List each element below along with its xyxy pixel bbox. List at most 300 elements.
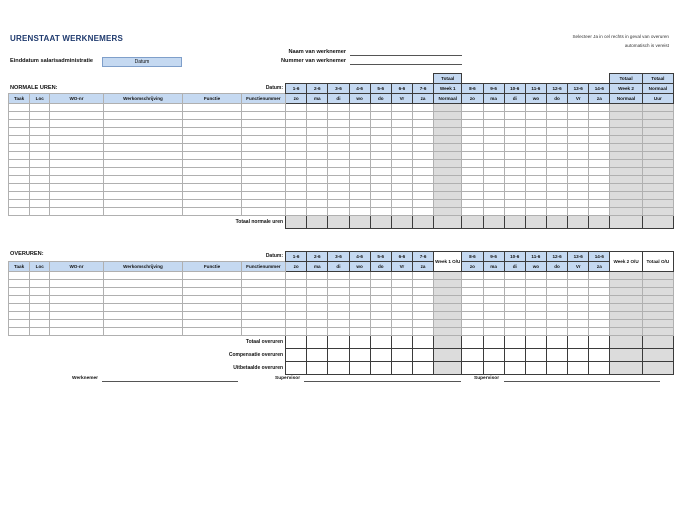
payroll-end-date-field[interactable]: Datum: [102, 57, 182, 67]
table-cell[interactable]: [328, 184, 349, 192]
table-cell[interactable]: [9, 136, 30, 144]
table-cell[interactable]: [525, 160, 546, 168]
table-cell[interactable]: [349, 200, 370, 208]
table-cell[interactable]: [30, 160, 50, 168]
table-cell[interactable]: [568, 280, 589, 288]
table-cell[interactable]: [525, 200, 546, 208]
table-cell[interactable]: [9, 184, 30, 192]
table-cell[interactable]: [462, 280, 483, 288]
date-cell[interactable]: 3-6: [328, 252, 349, 262]
date-cell[interactable]: 11-6: [525, 252, 546, 262]
table-cell[interactable]: [504, 184, 525, 192]
table-cell[interactable]: [286, 104, 307, 112]
table-cell[interactable]: [50, 320, 103, 328]
table-cell[interactable]: [546, 304, 567, 312]
table-cell[interactable]: [589, 136, 610, 144]
table-cell[interactable]: [412, 152, 433, 160]
total-cell[interactable]: [504, 362, 525, 375]
total-cell[interactable]: [525, 362, 546, 375]
table-cell[interactable]: [525, 168, 546, 176]
table-cell[interactable]: [391, 192, 412, 200]
table-cell[interactable]: [504, 160, 525, 168]
table-cell[interactable]: [412, 184, 433, 192]
table-cell[interactable]: [589, 200, 610, 208]
table-cell[interactable]: [241, 312, 285, 320]
table-cell[interactable]: [30, 192, 50, 200]
table-cell[interactable]: [286, 200, 307, 208]
table-cell[interactable]: [9, 320, 30, 328]
table-cell[interactable]: [286, 320, 307, 328]
table-cell[interactable]: [30, 328, 50, 336]
table-cell[interactable]: [589, 328, 610, 336]
table-cell[interactable]: [412, 120, 433, 128]
table-cell[interactable]: [286, 328, 307, 336]
table-cell[interactable]: [568, 104, 589, 112]
table-cell[interactable]: [391, 328, 412, 336]
table-cell[interactable]: [241, 152, 285, 160]
table-cell[interactable]: [504, 192, 525, 200]
table-cell[interactable]: [9, 208, 30, 216]
table-cell[interactable]: [370, 320, 391, 328]
table-cell[interactable]: [589, 312, 610, 320]
table-cell[interactable]: [241, 296, 285, 304]
table-cell[interactable]: [483, 320, 504, 328]
table-cell[interactable]: [103, 328, 183, 336]
table-cell[interactable]: [412, 128, 433, 136]
table-cell[interactable]: [183, 304, 241, 312]
table-cell[interactable]: [462, 320, 483, 328]
total-cell[interactable]: [568, 349, 589, 362]
table-cell[interactable]: [328, 144, 349, 152]
table-cell[interactable]: [370, 168, 391, 176]
table-cell[interactable]: [9, 296, 30, 304]
table-cell[interactable]: [50, 192, 103, 200]
date-cell[interactable]: 1-6: [286, 84, 307, 94]
table-cell[interactable]: [9, 312, 30, 320]
table-cell[interactable]: [9, 152, 30, 160]
table-cell[interactable]: [9, 144, 30, 152]
table-cell[interactable]: [241, 168, 285, 176]
table-cell[interactable]: [183, 120, 241, 128]
table-cell[interactable]: [9, 192, 30, 200]
date-cell[interactable]: 14-6: [589, 84, 610, 94]
table-cell[interactable]: [183, 320, 241, 328]
table-cell[interactable]: [483, 136, 504, 144]
table-cell[interactable]: [412, 104, 433, 112]
table-cell[interactable]: [241, 328, 285, 336]
table-cell[interactable]: [370, 152, 391, 160]
table-cell[interactable]: [349, 120, 370, 128]
table-cell[interactable]: [241, 112, 285, 120]
table-cell[interactable]: [328, 192, 349, 200]
table-cell[interactable]: [546, 136, 567, 144]
table-cell[interactable]: [103, 152, 183, 160]
table-cell[interactable]: [391, 304, 412, 312]
date-cell[interactable]: 9-6: [483, 252, 504, 262]
table-cell[interactable]: [589, 304, 610, 312]
table-cell[interactable]: [546, 160, 567, 168]
table-cell[interactable]: [568, 152, 589, 160]
table-cell[interactable]: [307, 136, 328, 144]
table-cell[interactable]: [546, 208, 567, 216]
table-cell[interactable]: [103, 184, 183, 192]
table-cell[interactable]: [349, 208, 370, 216]
total-cell[interactable]: [349, 349, 370, 362]
table-cell[interactable]: [307, 280, 328, 288]
table-cell[interactable]: [50, 208, 103, 216]
table-cell[interactable]: [462, 328, 483, 336]
table-cell[interactable]: [9, 304, 30, 312]
table-cell[interactable]: [483, 104, 504, 112]
table-cell[interactable]: [30, 208, 50, 216]
table-cell[interactable]: [307, 312, 328, 320]
total-cell[interactable]: [568, 362, 589, 375]
date-cell[interactable]: 12-6: [546, 252, 567, 262]
table-cell[interactable]: [30, 104, 50, 112]
table-cell[interactable]: [546, 184, 567, 192]
table-cell[interactable]: [568, 184, 589, 192]
table-cell[interactable]: [504, 152, 525, 160]
table-cell[interactable]: [50, 144, 103, 152]
table-cell[interactable]: [412, 320, 433, 328]
table-cell[interactable]: [391, 200, 412, 208]
table-cell[interactable]: [9, 168, 30, 176]
table-cell[interactable]: [370, 104, 391, 112]
table-cell[interactable]: [568, 176, 589, 184]
table-cell[interactable]: [525, 280, 546, 288]
table-cell[interactable]: [103, 296, 183, 304]
table-cell[interactable]: [9, 280, 30, 288]
table-cell[interactable]: [349, 160, 370, 168]
table-cell[interactable]: [183, 168, 241, 176]
table-cell[interactable]: [9, 176, 30, 184]
total-cell[interactable]: [546, 349, 567, 362]
table-cell[interactable]: [30, 120, 50, 128]
table-cell[interactable]: [412, 160, 433, 168]
table-cell[interactable]: [462, 304, 483, 312]
table-cell[interactable]: [391, 176, 412, 184]
table-cell[interactable]: [589, 280, 610, 288]
date-cell[interactable]: 14-6: [589, 252, 610, 262]
table-cell[interactable]: [183, 280, 241, 288]
table-cell[interactable]: [349, 192, 370, 200]
table-cell[interactable]: [50, 128, 103, 136]
table-cell[interactable]: [103, 280, 183, 288]
table-cell[interactable]: [525, 176, 546, 184]
table-cell[interactable]: [546, 280, 567, 288]
date-cell[interactable]: 8-6: [462, 84, 483, 94]
date-cell[interactable]: 4-6: [349, 252, 370, 262]
table-cell[interactable]: [328, 272, 349, 280]
table-cell[interactable]: [307, 120, 328, 128]
date-cell[interactable]: 7-6: [412, 252, 433, 262]
table-cell[interactable]: [307, 184, 328, 192]
table-cell[interactable]: [412, 200, 433, 208]
table-cell[interactable]: [412, 168, 433, 176]
total-cell[interactable]: [328, 349, 349, 362]
table-cell[interactable]: [50, 136, 103, 144]
table-cell[interactable]: [462, 144, 483, 152]
table-cell[interactable]: [412, 144, 433, 152]
table-cell[interactable]: [50, 120, 103, 128]
table-cell[interactable]: [328, 288, 349, 296]
table-cell[interactable]: [568, 288, 589, 296]
table-cell[interactable]: [546, 192, 567, 200]
table-cell[interactable]: [370, 176, 391, 184]
table-cell[interactable]: [183, 160, 241, 168]
table-cell[interactable]: [183, 312, 241, 320]
date-cell[interactable]: 3-6: [328, 84, 349, 94]
table-cell[interactable]: [30, 112, 50, 120]
table-cell[interactable]: [412, 304, 433, 312]
table-cell[interactable]: [50, 200, 103, 208]
table-cell[interactable]: [504, 176, 525, 184]
table-cell[interactable]: [546, 128, 567, 136]
table-cell[interactable]: [370, 200, 391, 208]
table-cell[interactable]: [9, 104, 30, 112]
table-cell[interactable]: [349, 144, 370, 152]
table-cell[interactable]: [30, 304, 50, 312]
table-cell[interactable]: [483, 296, 504, 304]
table-cell[interactable]: [462, 136, 483, 144]
employee-name-field[interactable]: [350, 48, 462, 56]
table-cell[interactable]: [183, 104, 241, 112]
date-cell[interactable]: 2-6: [307, 252, 328, 262]
table-cell[interactable]: [9, 200, 30, 208]
table-cell[interactable]: [328, 208, 349, 216]
table-cell[interactable]: [504, 296, 525, 304]
date-cell[interactable]: 10-6: [504, 84, 525, 94]
table-cell[interactable]: [546, 176, 567, 184]
table-cell[interactable]: [241, 304, 285, 312]
table-cell[interactable]: [307, 152, 328, 160]
date-cell[interactable]: 1-6: [286, 252, 307, 262]
table-cell[interactable]: [328, 312, 349, 320]
table-cell[interactable]: [307, 104, 328, 112]
table-cell[interactable]: [391, 152, 412, 160]
table-cell[interactable]: [462, 152, 483, 160]
table-cell[interactable]: [525, 184, 546, 192]
table-cell[interactable]: [504, 288, 525, 296]
table-cell[interactable]: [241, 200, 285, 208]
table-cell[interactable]: [504, 144, 525, 152]
date-cell[interactable]: 11-6: [525, 84, 546, 94]
table-cell[interactable]: [307, 272, 328, 280]
table-cell[interactable]: [183, 128, 241, 136]
table-cell[interactable]: [370, 304, 391, 312]
table-cell[interactable]: [328, 280, 349, 288]
table-cell[interactable]: [50, 304, 103, 312]
table-cell[interactable]: [103, 120, 183, 128]
table-cell[interactable]: [328, 168, 349, 176]
supervisor-signature-field-2[interactable]: [504, 374, 660, 382]
total-cell[interactable]: [328, 362, 349, 375]
total-cell[interactable]: [462, 362, 483, 375]
table-cell[interactable]: [370, 296, 391, 304]
table-cell[interactable]: [30, 128, 50, 136]
table-cell[interactable]: [568, 296, 589, 304]
table-cell[interactable]: [307, 192, 328, 200]
table-cell[interactable]: [391, 184, 412, 192]
table-cell[interactable]: [370, 120, 391, 128]
table-cell[interactable]: [391, 296, 412, 304]
table-cell[interactable]: [370, 208, 391, 216]
table-cell[interactable]: [546, 168, 567, 176]
table-cell[interactable]: [412, 328, 433, 336]
date-cell[interactable]: 8-6: [462, 252, 483, 262]
table-cell[interactable]: [30, 320, 50, 328]
table-cell[interactable]: [103, 192, 183, 200]
table-cell[interactable]: [307, 304, 328, 312]
table-cell[interactable]: [504, 320, 525, 328]
table-cell[interactable]: [370, 272, 391, 280]
table-cell[interactable]: [328, 128, 349, 136]
table-cell[interactable]: [504, 136, 525, 144]
table-cell[interactable]: [241, 184, 285, 192]
table-cell[interactable]: [349, 168, 370, 176]
table-cell[interactable]: [462, 192, 483, 200]
table-cell[interactable]: [462, 168, 483, 176]
table-cell[interactable]: [370, 192, 391, 200]
date-cell[interactable]: 6-6: [391, 84, 412, 94]
table-cell[interactable]: [103, 312, 183, 320]
table-cell[interactable]: [183, 296, 241, 304]
table-cell[interactable]: [391, 136, 412, 144]
table-cell[interactable]: [349, 288, 370, 296]
table-cell[interactable]: [50, 272, 103, 280]
total-cell[interactable]: [286, 362, 307, 375]
table-cell[interactable]: [568, 208, 589, 216]
table-cell[interactable]: [483, 144, 504, 152]
total-cell[interactable]: [370, 349, 391, 362]
table-cell[interactable]: [568, 304, 589, 312]
table-cell[interactable]: [546, 320, 567, 328]
table-cell[interactable]: [241, 288, 285, 296]
table-cell[interactable]: [525, 304, 546, 312]
table-cell[interactable]: [589, 120, 610, 128]
table-cell[interactable]: [241, 272, 285, 280]
table-cell[interactable]: [391, 312, 412, 320]
table-cell[interactable]: [370, 136, 391, 144]
table-cell[interactable]: [241, 144, 285, 152]
table-cell[interactable]: [483, 120, 504, 128]
table-cell[interactable]: [370, 184, 391, 192]
table-cell[interactable]: [504, 280, 525, 288]
table-cell[interactable]: [391, 104, 412, 112]
table-cell[interactable]: [286, 288, 307, 296]
table-cell[interactable]: [286, 112, 307, 120]
table-cell[interactable]: [103, 104, 183, 112]
table-cell[interactable]: [504, 120, 525, 128]
table-cell[interactable]: [50, 168, 103, 176]
table-cell[interactable]: [183, 136, 241, 144]
table-cell[interactable]: [546, 120, 567, 128]
table-cell[interactable]: [462, 112, 483, 120]
table-cell[interactable]: [483, 328, 504, 336]
table-cell[interactable]: [241, 176, 285, 184]
date-cell[interactable]: 10-6: [504, 252, 525, 262]
table-cell[interactable]: [9, 288, 30, 296]
table-cell[interactable]: [504, 112, 525, 120]
date-cell[interactable]: 5-6: [370, 252, 391, 262]
table-cell[interactable]: [525, 272, 546, 280]
table-cell[interactable]: [241, 320, 285, 328]
table-cell[interactable]: [328, 112, 349, 120]
table-cell[interactable]: [589, 176, 610, 184]
table-cell[interactable]: [349, 328, 370, 336]
table-cell[interactable]: [546, 296, 567, 304]
table-cell[interactable]: [103, 112, 183, 120]
table-cell[interactable]: [483, 200, 504, 208]
table-cell[interactable]: [462, 104, 483, 112]
table-cell[interactable]: [307, 288, 328, 296]
table-cell[interactable]: [50, 152, 103, 160]
table-cell[interactable]: [525, 296, 546, 304]
table-cell[interactable]: [412, 272, 433, 280]
table-cell[interactable]: [462, 184, 483, 192]
table-cell[interactable]: [568, 160, 589, 168]
table-cell[interactable]: [504, 200, 525, 208]
table-cell[interactable]: [412, 176, 433, 184]
table-cell[interactable]: [9, 128, 30, 136]
table-cell[interactable]: [525, 112, 546, 120]
table-cell[interactable]: [462, 160, 483, 168]
table-cell[interactable]: [483, 304, 504, 312]
table-cell[interactable]: [183, 152, 241, 160]
table-cell[interactable]: [525, 312, 546, 320]
date-cell[interactable]: 5-6: [370, 84, 391, 94]
table-cell[interactable]: [9, 160, 30, 168]
table-cell[interactable]: [546, 272, 567, 280]
table-cell[interactable]: [103, 168, 183, 176]
table-cell[interactable]: [286, 144, 307, 152]
table-cell[interactable]: [103, 304, 183, 312]
table-cell[interactable]: [412, 296, 433, 304]
table-cell[interactable]: [525, 320, 546, 328]
table-cell[interactable]: [391, 208, 412, 216]
table-cell[interactable]: [241, 160, 285, 168]
table-cell[interactable]: [568, 136, 589, 144]
date-cell[interactable]: 13-6: [568, 252, 589, 262]
total-cell[interactable]: [391, 349, 412, 362]
total-cell[interactable]: [483, 362, 504, 375]
table-cell[interactable]: [589, 192, 610, 200]
table-cell[interactable]: [183, 208, 241, 216]
total-cell[interactable]: [412, 349, 433, 362]
total-cell[interactable]: [370, 362, 391, 375]
table-cell[interactable]: [328, 200, 349, 208]
table-cell[interactable]: [391, 272, 412, 280]
table-cell[interactable]: [183, 176, 241, 184]
table-cell[interactable]: [183, 272, 241, 280]
table-cell[interactable]: [568, 128, 589, 136]
table-cell[interactable]: [307, 168, 328, 176]
table-cell[interactable]: [483, 152, 504, 160]
table-cell[interactable]: [241, 104, 285, 112]
table-cell[interactable]: [483, 288, 504, 296]
table-cell[interactable]: [462, 312, 483, 320]
table-cell[interactable]: [349, 304, 370, 312]
table-cell[interactable]: [483, 128, 504, 136]
table-cell[interactable]: [370, 312, 391, 320]
table-cell[interactable]: [462, 120, 483, 128]
table-cell[interactable]: [391, 168, 412, 176]
table-cell[interactable]: [50, 288, 103, 296]
supervisor-signature-field-1[interactable]: [304, 374, 461, 382]
table-cell[interactable]: [50, 112, 103, 120]
table-cell[interactable]: [504, 104, 525, 112]
table-cell[interactable]: [307, 144, 328, 152]
